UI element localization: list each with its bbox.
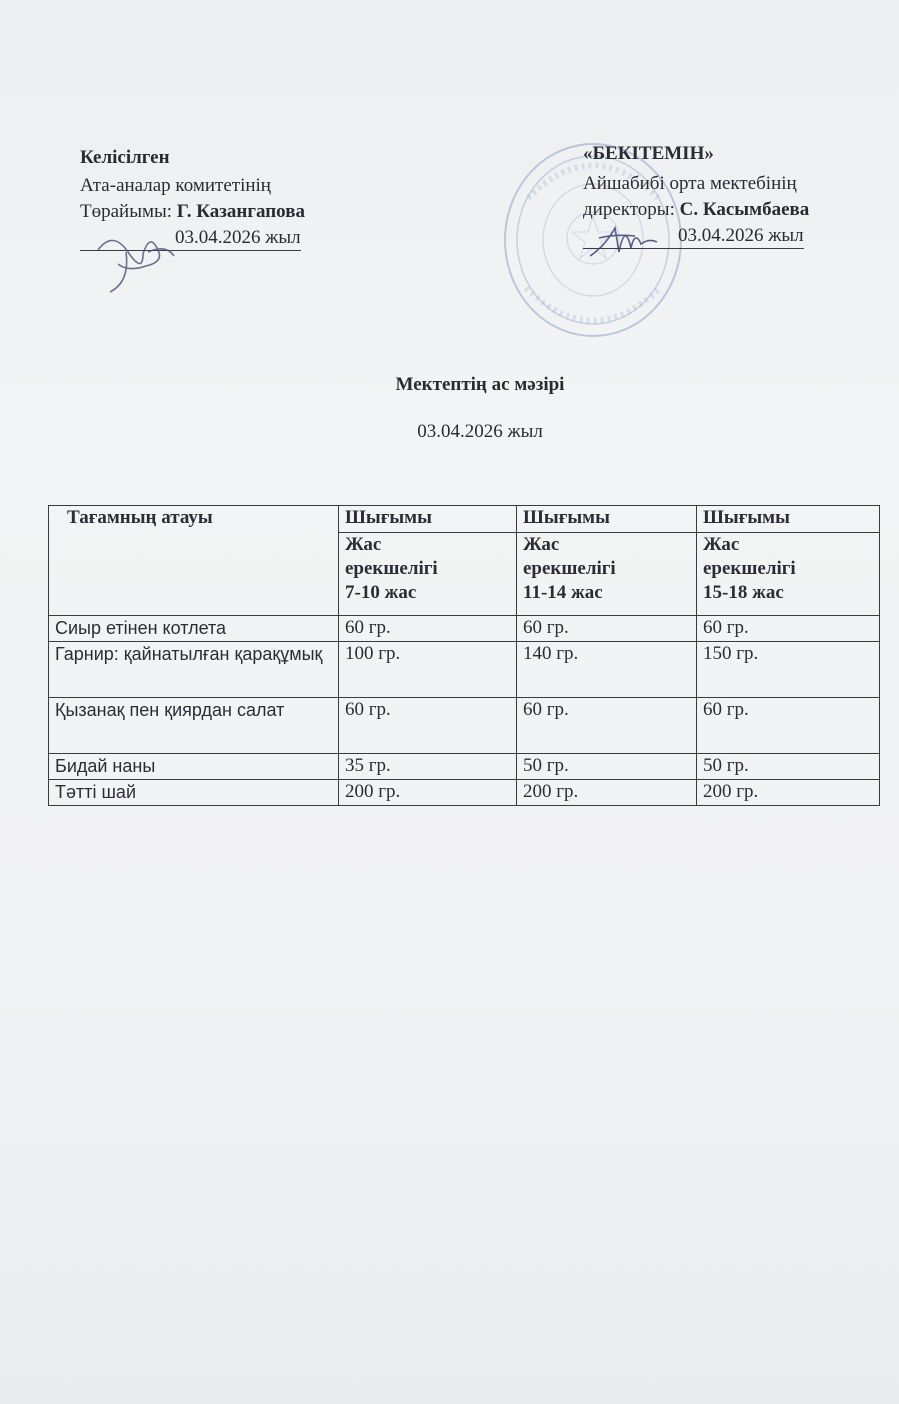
approval-left-chair: [80, 200, 305, 224]
dish-name: Гарнир: қайнатылған қарақұмық: [49, 642, 339, 698]
document-title: Мектептің ас мәзірі: [395, 374, 565, 395]
dish-name: Тәтті шай: [49, 780, 339, 806]
dish-name: Қызанақ пен қиярдан салат: [49, 698, 339, 754]
approval-right-director: [583, 198, 809, 222]
header-dish-name: Тағамның атауы: [49, 506, 339, 616]
header-yield-1: Шығымы: [339, 506, 517, 533]
age-group-label: Жас: [523, 534, 560, 555]
yield-value: 60 гр.: [517, 698, 697, 754]
table-row: [49, 698, 880, 754]
dish-name: Бидай наны: [49, 754, 339, 780]
yield-value: 60 гр.: [697, 698, 880, 754]
approval-right-heading: «БЕКІТЕМІН»: [583, 143, 714, 164]
yield-value: 60 гр.: [697, 616, 880, 642]
age-group-label: ерекшелігі: [703, 558, 796, 579]
yield-value: 100 гр.: [339, 642, 517, 698]
approval-right-role: директоры:: [583, 199, 675, 220]
yield-value: 150 гр.: [697, 642, 880, 698]
approval-right-block: [583, 142, 809, 249]
yield-value: 50 гр.: [697, 754, 880, 780]
age-group-label: Жас: [345, 534, 382, 555]
yield-value: 50 гр.: [517, 754, 697, 780]
approval-left-block: [80, 146, 305, 251]
yield-value: 140 гр.: [517, 642, 697, 698]
approval-right-date: 03.04.2026 жыл: [583, 224, 804, 249]
approval-left-date-line: [80, 226, 305, 251]
approval-left-role: Төрайымы:: [80, 201, 173, 222]
age-group-label: ерекшелігі: [345, 558, 438, 579]
yield-value: 60 гр.: [339, 616, 517, 642]
age-group-range: 7-10 жас: [345, 582, 417, 603]
yield-value: 60 гр.: [517, 616, 697, 642]
table-row: [49, 754, 880, 780]
age-group-label: Жас: [703, 534, 740, 555]
approval-right-school: Айшабибі орта мектебінің: [583, 173, 797, 194]
table-header-row: [49, 506, 880, 533]
age-group-2: [517, 533, 697, 616]
age-group-range: 11-14 жас: [523, 582, 603, 603]
table-row: [49, 642, 880, 698]
table-row: [49, 616, 880, 642]
age-group-label: ерекшелігі: [523, 558, 616, 579]
yield-value: 200 гр.: [697, 780, 880, 806]
approval-left-heading: Келісілген: [80, 147, 170, 168]
age-group-range: 15-18 жас: [703, 582, 784, 603]
approval-right-date-line: [583, 224, 809, 249]
dish-name: Сиыр етінен котлета: [49, 616, 339, 642]
menu-table: [48, 505, 880, 806]
approval-left-date: 03.04.2026 жыл: [80, 226, 301, 251]
header-yield-3: Шығымы: [697, 506, 880, 533]
yield-value: 200 гр.: [339, 780, 517, 806]
document-date: 03.04.2026 жыл: [417, 421, 543, 442]
table-row: [49, 780, 880, 806]
yield-value: 200 гр.: [517, 780, 697, 806]
approval-left-name: Г. Казангапова: [176, 201, 305, 222]
yield-value: 60 гр.: [339, 698, 517, 754]
age-group-3: [697, 533, 880, 616]
header-yield-2: Шығымы: [517, 506, 697, 533]
approval-right-name: С. Касымбаева: [679, 199, 810, 220]
yield-value: 35 гр.: [339, 754, 517, 780]
age-group-1: [339, 533, 517, 616]
approval-left-committee: Ата-аналар комитетінің: [80, 175, 271, 196]
